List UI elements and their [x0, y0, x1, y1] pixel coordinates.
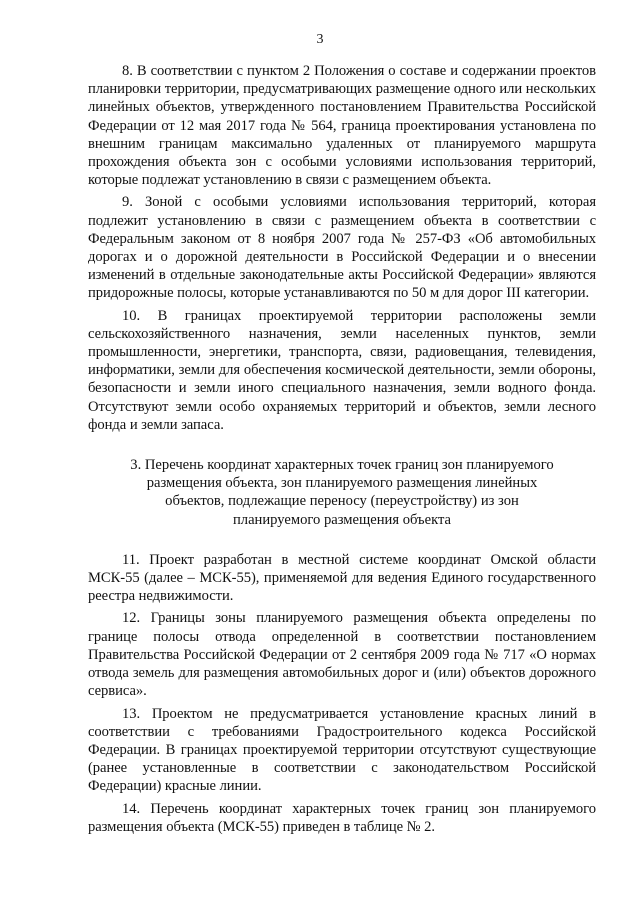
paragraph-14: 14. Перечень координат характерных точек границ зон планируемого размещения объекта (МСК-55) приведен в таблице № 2.: [88, 800, 596, 835]
page-number: 3: [316, 32, 324, 47]
section-heading-line: планируемого размещения объекта: [232, 511, 452, 528]
paragraph-13: 13. Проектом не предусматривается установление красных линий в соответствии с требованиями Градостроительного кодекса Российской Федерации. В границах проектируемой территории отсутствуют существующие (ранее установленные в соответствии с законодательством Российской Федерации) красные линии.: [88, 705, 596, 795]
paragraph-9: 9. Зоной с особыми условиями использования территорий, которая подлежит установлению в связи с размещением объекта в соответствии с Федеральным законом от 8 ноября 2007 года № 257-ФЗ «Об автомобильных дорогах и о дорожной деятельности в Российской Федерации и о внесении изменений в отдельные законодательные акты Российской Федерации» являются придорожные полосы, которые устанавливаются по 50 м для дорог III категории.: [88, 194, 596, 302]
section-heading-line: 3. Перечень координат характерных точек границ зон планируемого: [130, 457, 554, 474]
section-heading: [118, 456, 566, 529]
paragraph-12: 12. Границы зоны планируемого размещения объекта определены по границе полосы отвода определенной в соответствии постановлением Правительства Российской Федерации от 2 сентября 2009 года № 717 «О нормах отвода земель для размещения автомобильных дорог и (или) объектов дорожного сервиса».: [88, 610, 596, 700]
section-heading-line: объектов, подлежащие переносу (переустройству) из зон: [165, 493, 519, 510]
document-body: [88, 62, 596, 840]
paragraph-8: 8. В соответствии с пунктом 2 Положения о составе и содержании проектов планировки территории, предусматривающих размещение одного или нескольких линейных объектов, утвержденного постановлением Правительства Российской Федерации от 12 мая 2017 года № 564, граница проектирования установлена по внешним границам максимально удаленных от планируемого маршрута прохождения объекта зон с особыми условиями использования территорий, которые подлежат установлению в связи с размещением объекта.: [88, 63, 596, 189]
paragraph-11: 11. Проект разработан в местной системе координат Омской области МСК-55 (далее – МСК-55), применяемой для ведения Единого государственного реестра недвижимости.: [88, 551, 596, 605]
paragraph-10: 10. В границах проектируемой территории расположены земли сельскохозяйственного назначения, земли населенных пунктов, земли промышленности, энергетики, транспорта, связи, радиовещания, телевидения, информатики, земли для обеспечения космической деятельности, земли обороны, безопасности и земли иного специального назначения, земли водного фонда. Отсутствуют земли особо охраняемых территорий и объектов, земли лесного фонда и земли запаса.: [88, 307, 596, 433]
section-heading-line: размещения объекта, зон планируемого размещения линейных: [146, 475, 538, 492]
